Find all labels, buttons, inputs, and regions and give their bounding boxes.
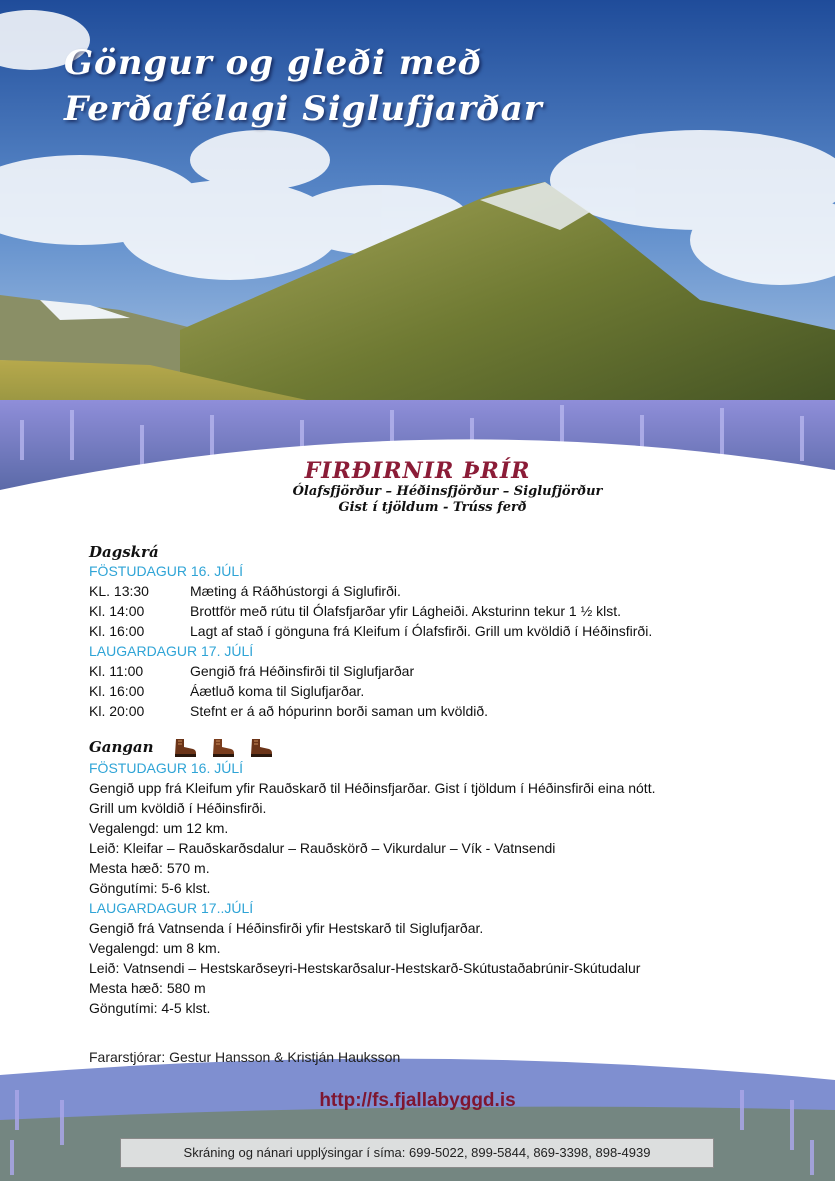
hiking-boot-icon	[211, 738, 235, 758]
schedule-time: Kl. 11:00	[89, 663, 144, 679]
schedule-row	[89, 661, 789, 681]
schedule-row	[89, 681, 789, 701]
schedule-text: Gengið frá Héðinsfirði til Siglufjarðar	[190, 663, 415, 679]
event-name: FIRÐIRNIR ÞRÍR	[304, 458, 531, 484]
schedule-text: Stefnt er á að hópurinn borði saman um kvöldið.	[190, 703, 489, 719]
boots-group	[173, 738, 273, 758]
schedule-time: KL. 13:30	[89, 583, 149, 599]
guides-text: Fararstjórar: Gestur Hansson & Kristján Hauksson	[89, 1049, 401, 1065]
title-line-2: Ferðafélagi Siglufjarðar	[64, 89, 543, 129]
schedule-time: Kl. 14:00	[89, 603, 145, 619]
hike-line: Mesta hæð: 580 m	[89, 980, 206, 996]
schedule-time: Kl. 16:00	[89, 683, 145, 699]
schedule-row	[89, 701, 789, 721]
schedule-text: Áætluð koma til Siglufjarðar.	[190, 683, 365, 699]
schedule-day-2: LAUGARDAGUR 17. JÚLÍ	[89, 643, 254, 659]
hike-heading: Gangan	[89, 738, 154, 756]
hike-line: Gengið upp frá Kleifum yfir Rauðskarð til Héðinsfjarðar. Gist í tjöldum í Héðinsfirði eina nótt.	[89, 780, 656, 796]
website-link[interactable]: http://fs.fjallabyggd.is	[319, 1090, 516, 1111]
schedule-row	[89, 621, 789, 641]
schedule-text: Mæting á Ráðhústorgi á Siglufirði.	[190, 583, 401, 599]
schedule-section	[89, 543, 789, 721]
event-details: Gist í tjöldum - Trúss ferð	[338, 500, 527, 515]
event-header	[0, 440, 835, 516]
hike-line: Göngutími: 4-5 klst.	[89, 1000, 211, 1016]
title-line-1: Göngur og gleði með	[64, 43, 483, 83]
schedule-text: Brottför með rútu til Ólafsfjarðar yfir Lágheiði. Aksturinn tekur 1 ½ klst.	[190, 603, 622, 619]
hike-section	[89, 738, 789, 1018]
hike-line: Vegalengd: um 12 km.	[89, 820, 229, 836]
hike-line: Grill um kvöldið í Héðinsfirði.	[89, 800, 267, 816]
hike-day-2: LAUGARDAGUR 17..JÚLÍ	[89, 900, 254, 916]
hike-day-1: FÖSTUDAGUR 16. JÚLÍ	[89, 760, 244, 776]
schedule-time: Kl. 16:00	[89, 623, 145, 639]
hike-line: Mesta hæð: 570 m.	[89, 860, 210, 876]
hike-line: Vegalengd: um 8 km.	[89, 940, 221, 956]
schedule-day-1: FÖSTUDAGUR 16. JÚLÍ	[89, 563, 244, 579]
hike-heading-row	[89, 738, 789, 758]
hiking-boot-icon	[249, 738, 273, 758]
schedule-row	[89, 581, 789, 601]
hike-line: Leið: Kleifar – Rauðskarðsdalur – Rauðskörð – Vikurdalur – Vík - Vatnsendi	[89, 840, 556, 856]
schedule-time: Kl. 20:00	[89, 703, 145, 719]
hike-line: Gengið frá Vatnsenda í Héðinsfirði yfir Hestskarð til Siglufjarðar.	[89, 920, 484, 936]
hiking-boot-icon	[173, 738, 197, 758]
hike-line: Leið: Vatnsendi – Hestskarðseyri-Hestskarðsalur-Hestskarð-Skútustaðabrúnir-Skútudalur	[89, 960, 641, 976]
schedule-text: Lagt af stað í gönguna frá Kleifum í Ólafsfirði. Grill um kvöldið í Héðinsfirði.	[190, 623, 653, 639]
schedule-heading: Dagskrá	[89, 543, 159, 561]
registration-info: Skráning og nánari upplýsingar í síma: 699-5022, 899-5844, 869-3398, 898-4939	[120, 1138, 714, 1168]
poster-title	[64, 40, 543, 132]
hike-line: Göngutími: 5-6 klst.	[89, 880, 211, 896]
event-fjords: Ólafsfjörður – Héðinsfjörður – Siglufjörður	[292, 484, 603, 499]
schedule-row	[89, 601, 789, 621]
